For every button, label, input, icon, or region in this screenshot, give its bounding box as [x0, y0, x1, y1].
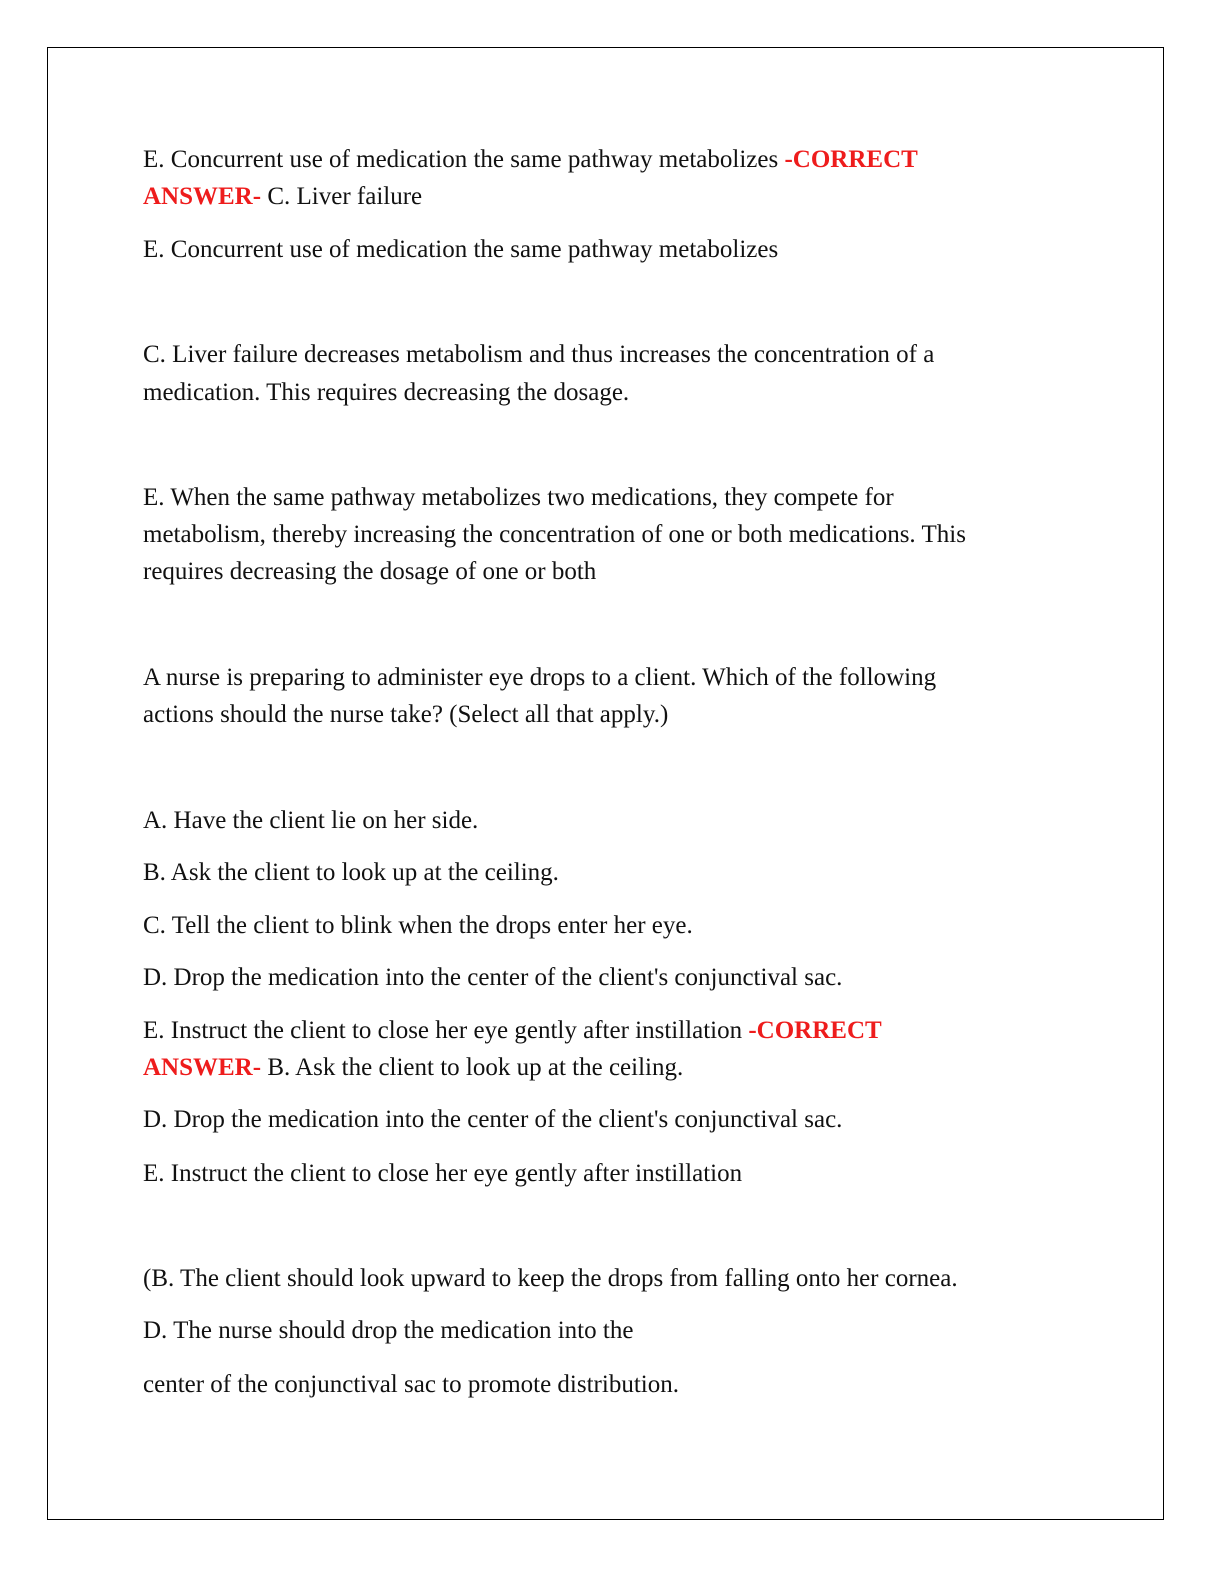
question-text: actions should the nurse take? (Select all that apply.) — [143, 701, 669, 728]
rationale-line: center of the conjunctival sac to promote distribution. — [143, 1371, 679, 1398]
answer-text: C. Liver failure — [261, 183, 423, 210]
question-text: A nurse is preparing to administer eye drops to a client. Which of the following — [143, 664, 937, 691]
correct-answer-marker: ANSWER- — [143, 183, 262, 210]
rationale-line: (B. The client should look upward to keep the drops from falling onto her cornea. — [143, 1265, 958, 1292]
rationale-line: requires decreasing the dosage of one or both — [143, 558, 597, 585]
rationale-line: C. Liver failure decreases metabolism and thus increases the concentration of a — [143, 341, 935, 368]
option-d: D. Drop the medication into the center of the client's conjunctival sac. — [143, 964, 843, 991]
correct-answer-marker: -CORRECT — [748, 1017, 882, 1044]
answer-text: B. Ask the client to look up at the ceiling. — [261, 1054, 684, 1081]
rationale-line: medication. This requires decreasing the dosage. — [143, 379, 630, 406]
answer-line-2 — [143, 178, 422, 215]
correct-answer-line — [143, 1049, 683, 1086]
answer-item: E. Concurrent use of medication the same pathway metabolizes — [143, 236, 779, 263]
correct-answer-marker: ANSWER- — [143, 1054, 262, 1081]
rationale-line: metabolism, thereby increasing the concentration of one or both medications. This — [143, 521, 966, 548]
rationale-line: D. The nurse should drop the medication into the — [143, 1317, 634, 1344]
option-b: B. Ask the client to look up at the ceiling. — [143, 859, 559, 886]
rationale-line: E. When the same pathway metabolizes two medications, they compete for — [143, 484, 894, 511]
answer-line-1 — [143, 141, 918, 178]
answer-item: E. Instruct the client to close her eye gently after instillation — [143, 1160, 743, 1187]
answer-text: E. Concurrent use of medication the same pathway metabolizes — [143, 146, 785, 173]
correct-answer-marker: -CORRECT — [784, 146, 918, 173]
option-c: C. Tell the client to blink when the drops enter her eye. — [143, 912, 693, 939]
answer-item: D. Drop the medication into the center of the client's conjunctival sac. — [143, 1106, 843, 1133]
option-a: A. Have the client lie on her side. — [143, 807, 479, 834]
option-e-text: E. Instruct the client to close her eye gently after instillation — [143, 1017, 749, 1044]
option-e — [143, 1012, 882, 1049]
